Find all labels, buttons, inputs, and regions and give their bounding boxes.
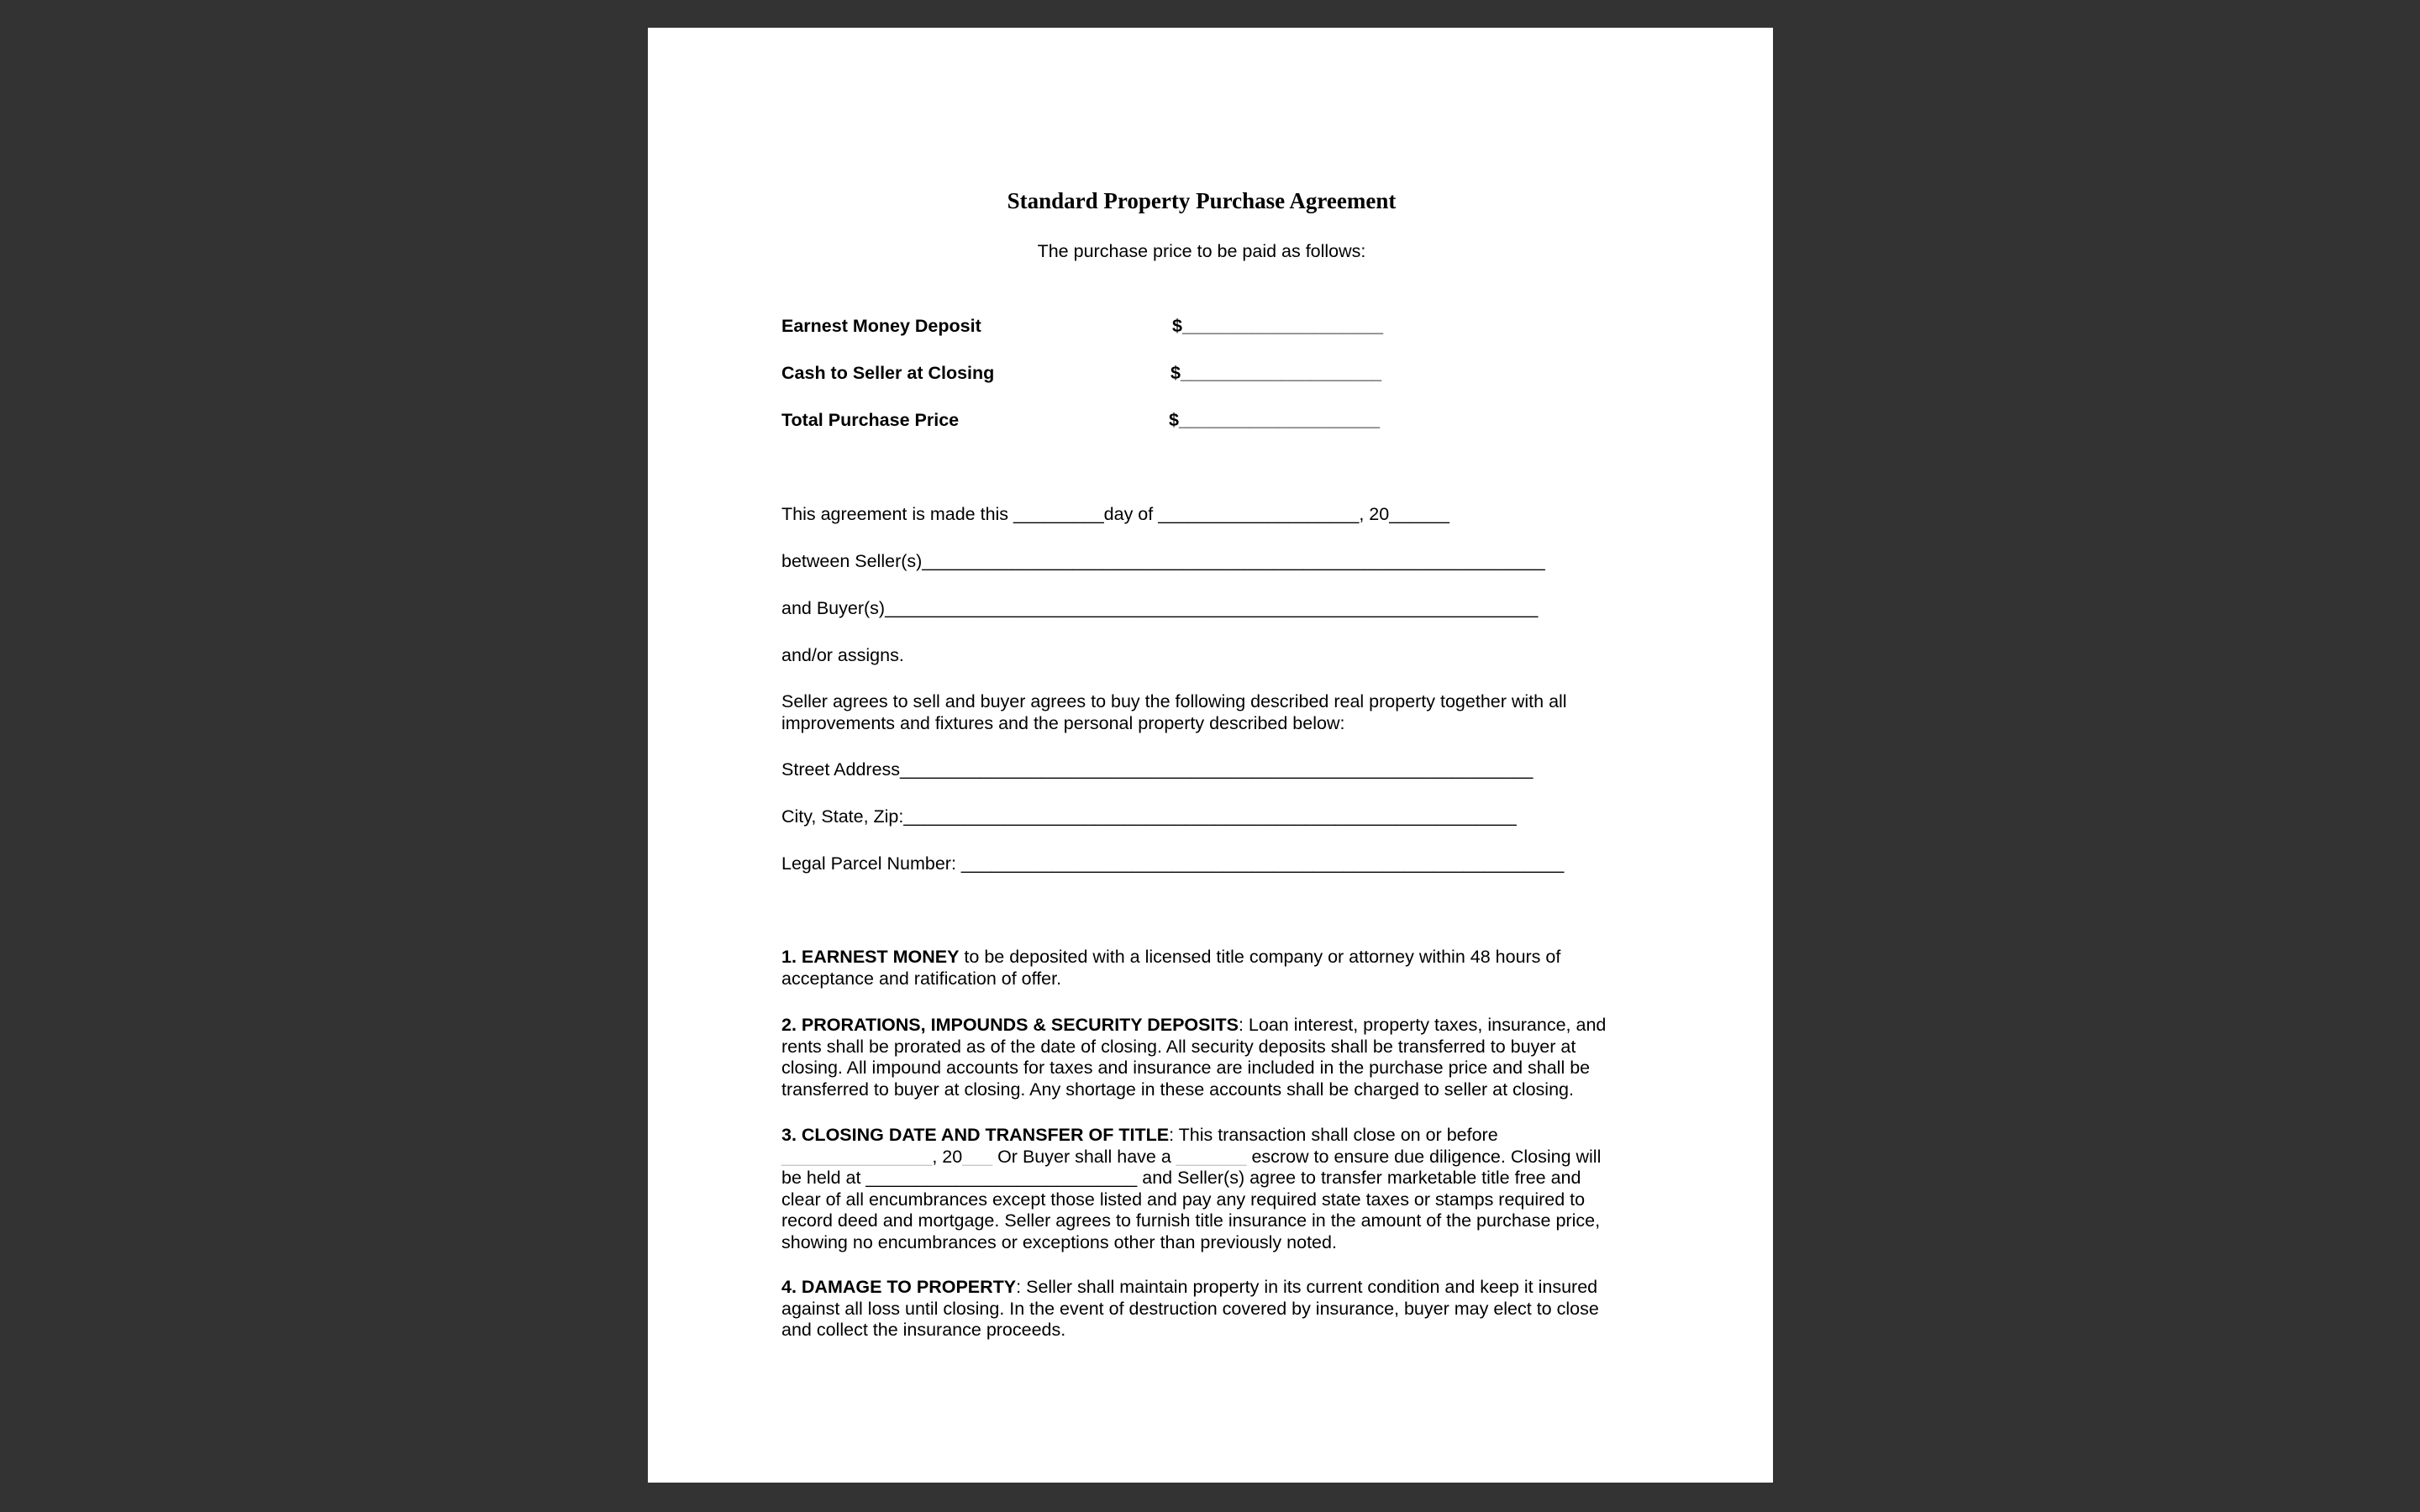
price-label: Cash to Seller at Closing <box>781 363 995 383</box>
price-value-field: $____________________ <box>1172 316 1384 336</box>
price-label: Total Purchase Price <box>781 410 960 430</box>
document-page <box>648 28 1773 1483</box>
agreement-date-line: This agreement is made this _________day of ____________________, 20______ <box>781 504 1449 524</box>
closing-date-blank: _______________ <box>781 1146 933 1167</box>
section-text: : This transaction shall close on or before <box>1169 1125 1498 1145</box>
section-text: : Seller shall maintain property in its current condition and keep it insured against all loss until closing. In the event of destruction covered by insurance, buyer may elect to close and collect the insurance proceeds. <box>781 1277 1599 1340</box>
document-title: Standard Property Purchase Agreement <box>1007 188 1397 213</box>
assigns-line: and/or assigns. <box>781 645 904 665</box>
section-closing-date <box>781 1125 1622 1253</box>
section-damage-to-property <box>781 1277 1622 1341</box>
property-intro-paragraph: Seller agrees to sell and buyer agrees to buy the following described real property together with all improvements and fixtures and the personal property described below: <box>781 691 1567 733</box>
closing-year-blank: ___ <box>962 1146 993 1167</box>
section-heading: 4. DAMAGE TO PROPERTY <box>781 1277 1017 1297</box>
section-prorations <box>781 1015 1622 1100</box>
section-text: Or Buyer shall have a <box>992 1146 1176 1167</box>
escrow-days-blank: _______ <box>1176 1146 1247 1167</box>
section-earnest-money <box>781 947 1622 990</box>
price-value-field: $____________________ <box>1169 410 1381 430</box>
city-state-zip-line: City, State, Zip:_____________________________________________________________ <box>781 806 1517 827</box>
section-heading: 1. EARNEST MONEY <box>781 947 960 967</box>
buyer-line: and Buyer(s)_________________________________________________________________ <box>781 598 1539 618</box>
section-heading: 3. CLOSING DATE AND TRANSFER OF TITLE <box>781 1125 1170 1145</box>
price-value-field: $____________________ <box>1171 363 1382 383</box>
section-text: escrow to ensure due diligence. Closing will be held at ___________________________ and Seller(s) agree to transfer marketable title free and clear of all encumbrances except those listed and pay any required state taxes or stamps required to record deed and mortgage. Seller agrees to furnish title insurance in the amount of the purchase price, showing no encumbrances or exceptions other than previously noted. <box>781 1146 1602 1252</box>
section-text: : Loan interest, property taxes, insurance, and rents shall be prorated as of the date of closing. All security deposits shall be transferred to buyer at closing. All impound accounts for taxes and insurance are included in the purchase price and shall be transferred to buyer at closing. Any shortage in these accounts shall be charged to seller at closing. <box>781 1015 1607 1100</box>
section-heading: 2. PRORATIONS, IMPOUNDS & SECURITY DEPOSITS <box>781 1015 1239 1035</box>
price-label: Earnest Money Deposit <box>781 316 981 336</box>
section-text: , 20 <box>932 1146 963 1167</box>
document-subtitle: The purchase price to be paid as follows: <box>1037 241 1366 261</box>
section-text: to be deposited with a licensed title company or attorney within 48 hours of acceptance and ratification of offer. <box>781 947 1561 989</box>
seller-line: between Seller(s)______________________________________________________________ <box>781 551 1545 571</box>
parcel-number-line: Legal Parcel Number: ____________________________________________________________ <box>781 853 1565 874</box>
street-address-line: Street Address_______________________________________________________________ <box>781 759 1534 780</box>
